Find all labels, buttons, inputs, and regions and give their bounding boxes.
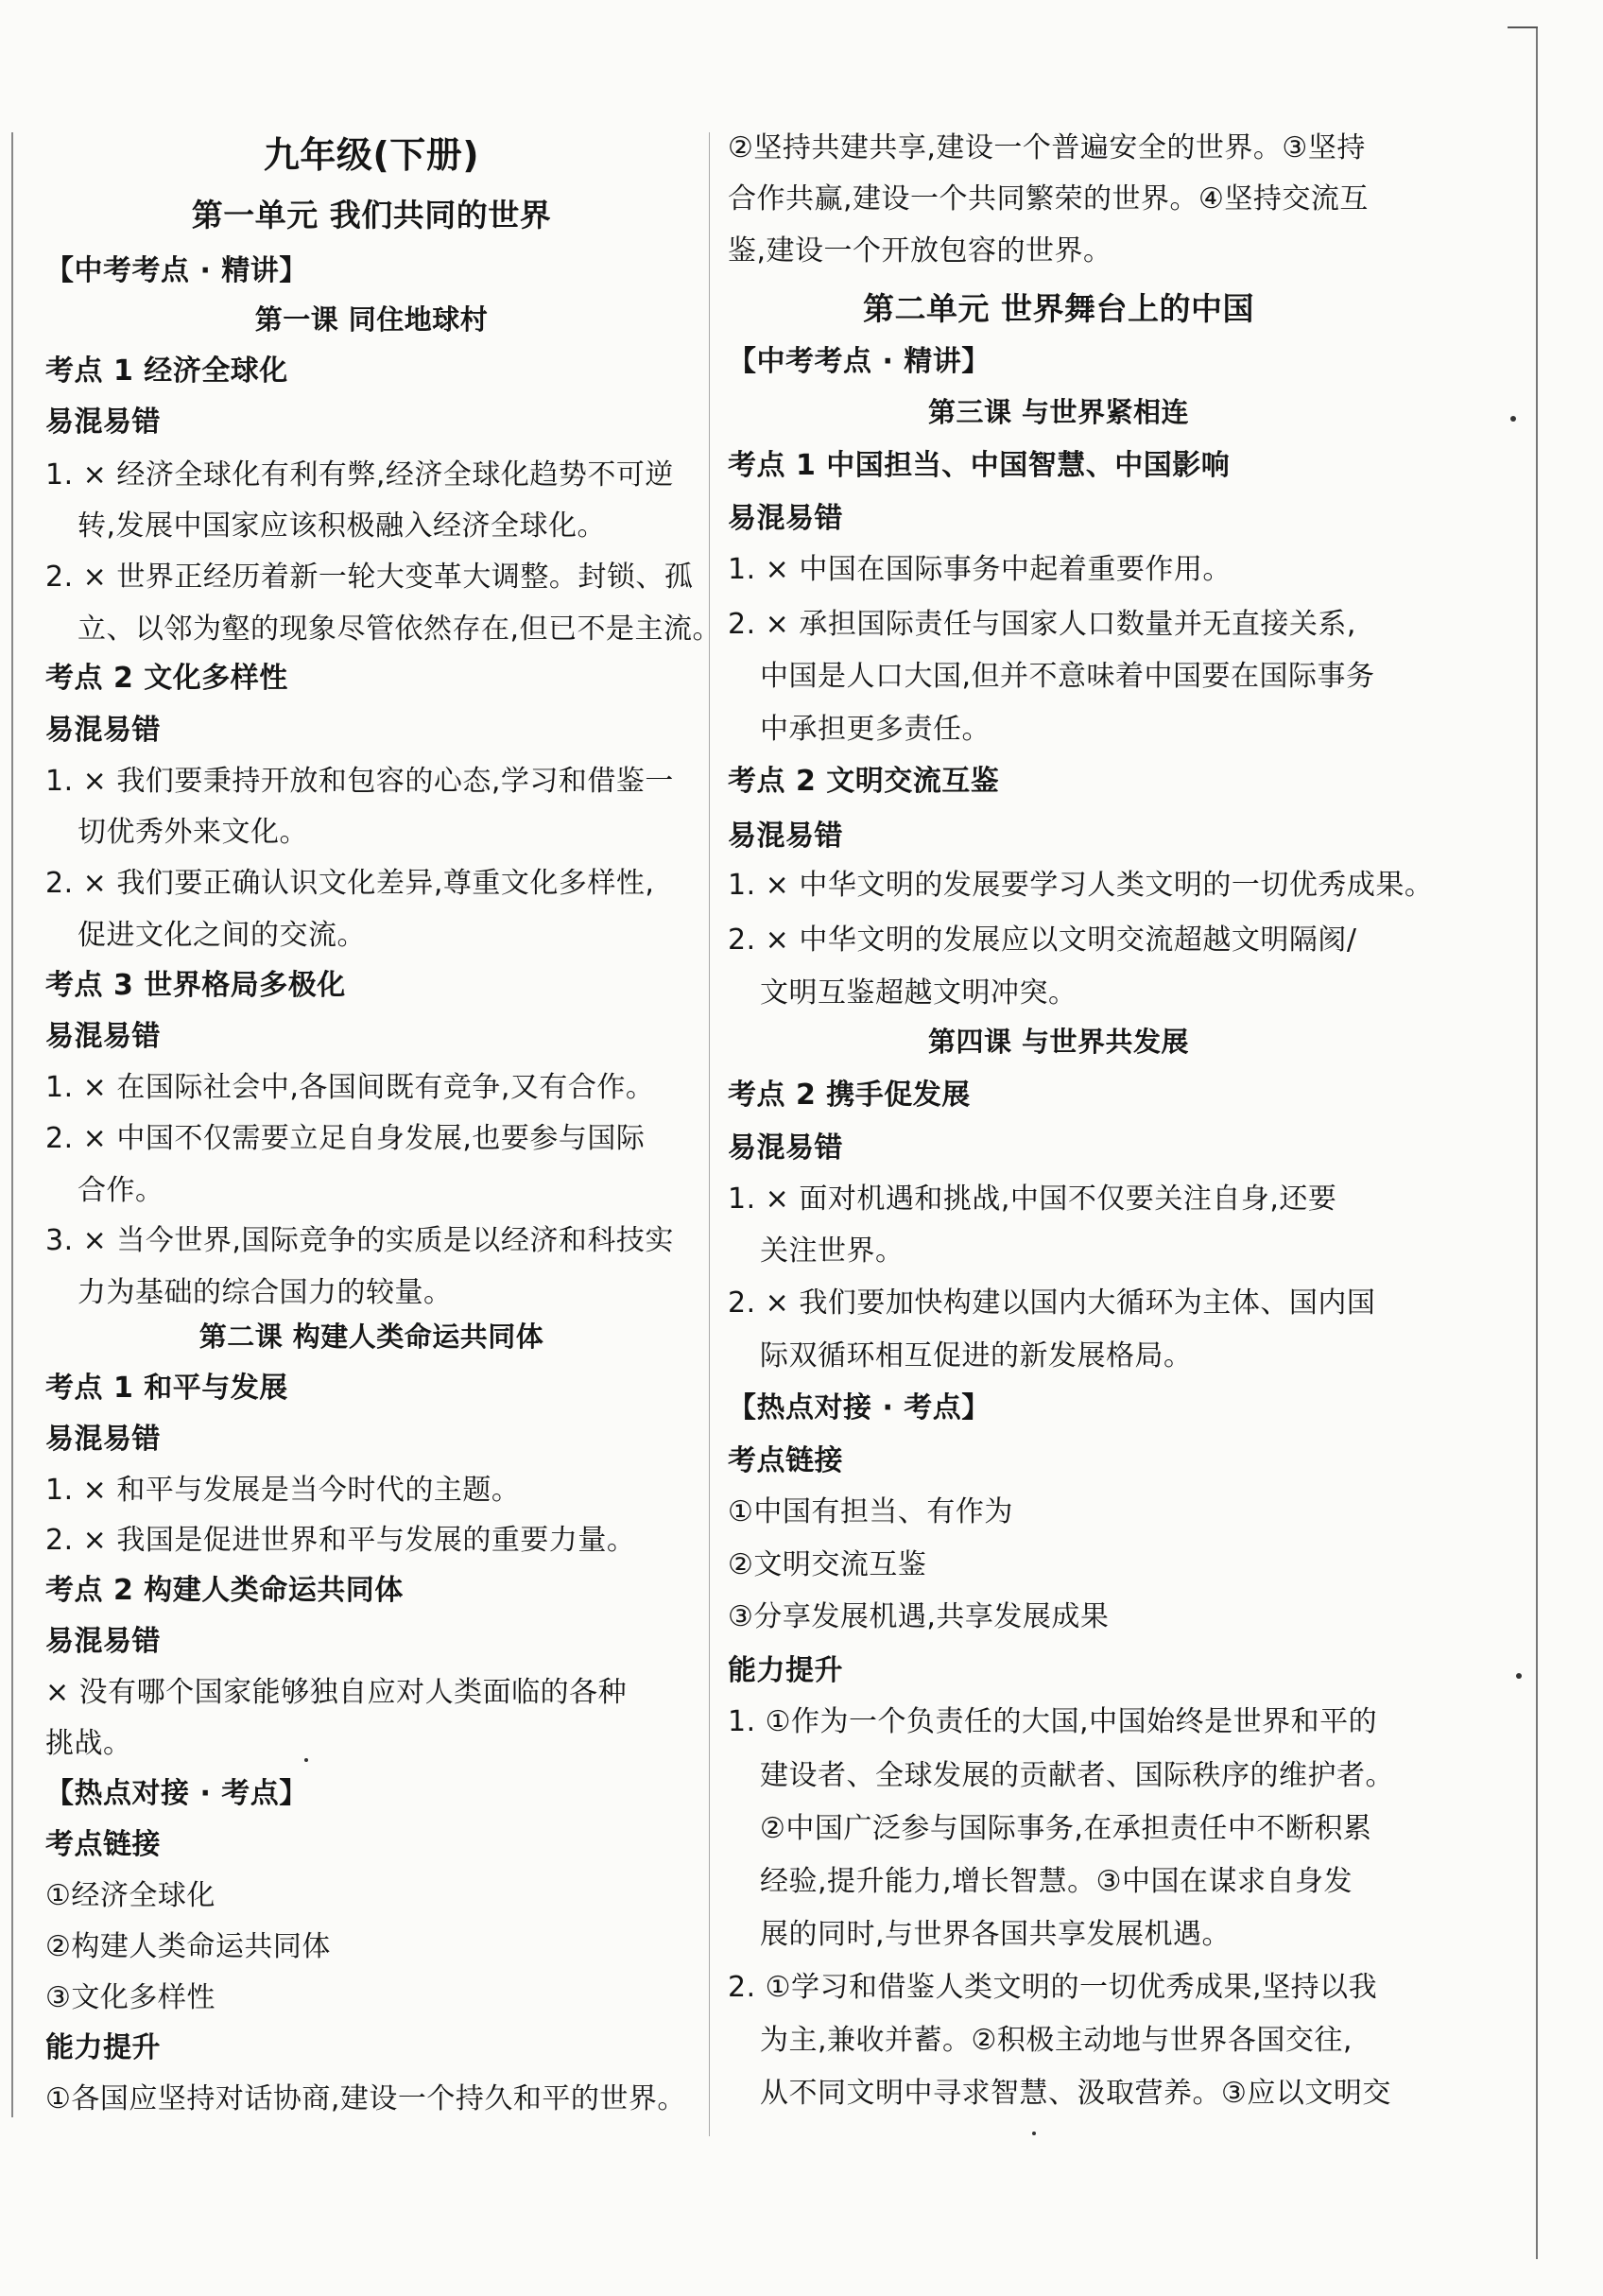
kaodian-heading: 考点 2 携手促发展 [728, 1079, 971, 1112]
lesson-title: 第三课 与世界紧相连 [927, 396, 1190, 428]
link-item: ①经济全球化 [45, 1879, 215, 1912]
column-divider [709, 132, 710, 2136]
unit-title: 第二单元 世界舞台上的中国 [863, 290, 1254, 327]
answer-line: 合作共赢,建设一个共同繁荣的世界。④坚持交流互 [728, 182, 1369, 216]
unit-title: 第一单元 我们共同的世界 [191, 197, 552, 233]
answer-line: 2. × 我国是促进世界和平与发展的重要力量。 [45, 1524, 636, 1557]
answer-line: × 没有哪个国家能够独自应对人类面临的各种 [45, 1676, 628, 1709]
answer-line: 2. × 我们要正确认识文化差异,尊重文化多样性, [45, 867, 655, 900]
link-item: ①中国有担当、有作为 [728, 1495, 1013, 1528]
answer-line: 从不同文明中寻求智慧、汲取营养。③应以文明交 [760, 2077, 1391, 2110]
link-item: ②构建人类命运共同体 [45, 1930, 331, 1963]
answer-line: 1. ①作为一个负责任的大国,中国始终是世界和平的 [728, 1705, 1378, 1738]
answer-line: 2. × 中华文明的发展应以文明交流超越文明隔阂/ [728, 924, 1357, 957]
lesson-title: 第四课 与世界共发展 [927, 1026, 1190, 1058]
subheading: 考点链接 [728, 1444, 843, 1477]
subheading: 能力提升 [45, 2031, 161, 2064]
left-margin-rule [11, 132, 13, 2117]
subheading: 易混易错 [728, 1131, 843, 1165]
subheading: 易混易错 [45, 714, 161, 747]
subheading: 能力提升 [728, 1654, 843, 1687]
link-item: ③分享发展机遇,共享发展成果 [728, 1600, 1110, 1633]
answer-line: 2. × 世界正经历着新一轮大变革大调整。封锁、孤 [45, 561, 694, 594]
kaodian-heading: 考点 2 文化多样性 [45, 662, 288, 695]
subheading: 易混易错 [45, 1020, 161, 1053]
answer-line: 转,发展中国家应该积极融入经济全球化。 [78, 509, 607, 543]
answer-line: 1. × 在国际社会中,各国间既有竞争,又有合作。 [45, 1071, 655, 1104]
answer-line: 1. × 经济全球化有利有弊,经济全球化趋势不可逆 [45, 458, 674, 492]
scan-mark [304, 1758, 308, 1762]
section-heading: 【中考考点 · 精讲】 [728, 345, 991, 378]
scan-mark [1032, 2132, 1036, 2135]
answer-line: 2. × 中国不仅需要立足自身发展,也要参与国际 [45, 1122, 646, 1155]
answer-line: 展的同时,与世界各国共享发展机遇。 [760, 1918, 1232, 1951]
section-heading: 【热点对接 · 考点】 [728, 1391, 991, 1424]
subheading: 考点链接 [45, 1828, 161, 1861]
answer-line: ①各国应坚持对话协商,建设一个持久和平的世界。 [45, 2082, 686, 2115]
kaodian-heading: 考点 2 文明交流互鉴 [728, 765, 1000, 798]
subheading: 易混易错 [728, 820, 843, 853]
answer-line: 2. × 承担国际责任与国家人口数量并无直接关系, [728, 608, 1356, 641]
answer-line: 1. × 中国在国际事务中起着重要作用。 [728, 553, 1232, 586]
link-item: ②文明交流互鉴 [728, 1548, 927, 1581]
kaodian-heading: 考点 1 和平与发展 [45, 1372, 288, 1405]
right-edge-bar [1536, 28, 1538, 2259]
answer-line: 1. × 我们要秉持开放和包容的心态,学习和借鉴一 [45, 765, 674, 798]
answer-line: 促进文化之间的交流。 [78, 919, 366, 952]
answer-line: 立、以邻为壑的现象尽管依然存在,但已不是主流。 [78, 613, 722, 646]
answer-line: 中承担更多责任。 [760, 713, 991, 746]
kaodian-heading: 考点 3 世界格局多极化 [45, 969, 346, 1002]
section-heading: 【中考考点 · 精讲】 [45, 254, 308, 287]
subheading: 易混易错 [45, 1423, 161, 1456]
answer-line: ②中国广泛参与国际事务,在承担责任中不断积累 [760, 1812, 1372, 1845]
scan-mark [1510, 416, 1516, 422]
answer-line: 1. × 中华文明的发展要学习人类文明的一切优秀成果。 [728, 869, 1434, 902]
answer-line: 1. × 面对机遇和挑战,中国不仅要关注自身,还要 [728, 1183, 1337, 1216]
lesson-title: 第一课 同住地球村 [254, 303, 489, 336]
answer-line: 切优秀外来文化。 [78, 816, 308, 849]
answer-line: 建设者、全球发展的贡献者、国际秩序的维护者。 [760, 1759, 1394, 1792]
subheading: 易混易错 [45, 406, 161, 439]
answer-line: 为主,兼收并蓄。②积极主动地与世界各国交往, [760, 2024, 1353, 2057]
answer-line: 3. × 当今世界,国际竞争的实质是以经济和科技实 [45, 1224, 674, 1257]
kaodian-heading: 考点 1 中国担当、中国智慧、中国影响 [728, 449, 1231, 482]
answer-line: 际双循环相互促进的新发展格局。 [760, 1339, 1193, 1372]
answer-line: 文明互鉴超越文明冲突。 [760, 976, 1077, 1010]
answer-line: 鉴,建设一个开放包容的世界。 [728, 234, 1112, 268]
answer-line: ②坚持共建共享,建设一个普遍安全的世界。③坚持 [728, 131, 1366, 164]
answer-line: 关注世界。 [760, 1234, 905, 1268]
right-edge-tick [1508, 26, 1538, 28]
grade-title: 九年级(下册) [263, 134, 480, 176]
kaodian-heading: 考点 2 构建人类命运共同体 [45, 1574, 404, 1607]
answer-line: 2. × 我们要加快构建以国内大循环为主体、国内国 [728, 1286, 1376, 1320]
answer-line: 2. ①学习和借鉴人类文明的一切优秀成果,坚持以我 [728, 1971, 1378, 2004]
subheading: 易混易错 [728, 502, 843, 535]
link-item: ③文化多样性 [45, 1981, 215, 2014]
answer-line: 合作。 [78, 1174, 164, 1207]
answer-line: 力为基础的综合国力的较量。 [78, 1276, 453, 1309]
scan-mark [1516, 1673, 1522, 1679]
answer-line: 中国是人口大国,但并不意味着中国要在国际事务 [760, 660, 1375, 693]
answer-line: 1. × 和平与发展是当今时代的主题。 [45, 1474, 521, 1507]
answer-line: 经验,提升能力,增长智慧。③中国在谋求自身发 [760, 1865, 1353, 1898]
lesson-title: 第二课 构建人类命运共同体 [198, 1321, 544, 1353]
subheading: 易混易错 [45, 1625, 161, 1658]
kaodian-heading: 考点 1 经济全球化 [45, 354, 288, 388]
section-heading: 【热点对接 · 考点】 [45, 1777, 308, 1810]
answer-line: 挑战。 [45, 1727, 132, 1760]
